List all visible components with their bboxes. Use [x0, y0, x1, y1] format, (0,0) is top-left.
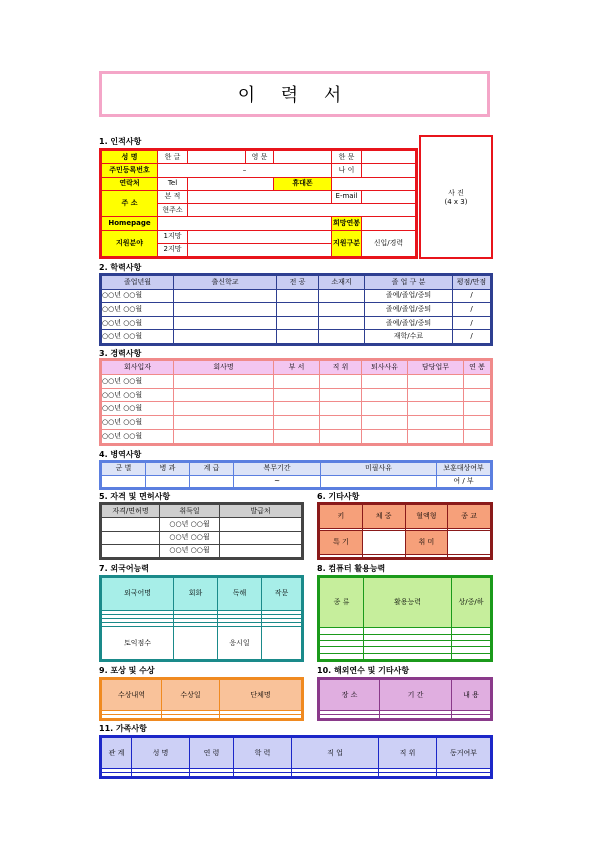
interest-label: 취 미: [405, 531, 448, 555]
license-header: 자격/면허명: [102, 505, 160, 518]
awards-header: 수상일: [162, 680, 220, 711]
edu-header: 졸 업 구 분: [365, 276, 453, 290]
korean-name-field[interactable]: [188, 151, 246, 164]
weight-label: 체 중: [362, 505, 405, 529]
awards-header: 단체명: [220, 680, 302, 711]
section-awards-title: 9. 포상 및 수상: [99, 666, 155, 675]
edu-gpa[interactable]: /: [453, 330, 491, 344]
english-label: 영 문: [246, 151, 274, 164]
table-row: [102, 289, 491, 303]
career-date[interactable]: ○○년 ○○월: [102, 416, 174, 430]
religion-label: 종 교: [448, 505, 491, 529]
section-computer-title: 8. 컴퓨터 활용능력: [317, 564, 386, 573]
tel-field[interactable]: [188, 177, 274, 190]
blood-label: 혈액형: [405, 505, 448, 529]
career-date[interactable]: ○○년 ○○월: [102, 388, 174, 402]
table-row: [320, 653, 491, 659]
license-date[interactable]: ○○년 ○○월: [160, 518, 220, 531]
edu-status[interactable]: 졸예/졸업/중퇴: [365, 303, 453, 317]
photo-box[interactable]: [419, 135, 493, 259]
family-header: 직 업: [292, 738, 379, 769]
section-language-title: 7. 외국어능력: [99, 564, 150, 573]
section-personal-title: 1. 인적사항: [99, 137, 142, 146]
family-header: 관 계: [102, 738, 132, 769]
computer-header: 종 류: [320, 578, 364, 628]
language-header: 회화: [174, 578, 218, 611]
name-label: 성 명: [102, 151, 158, 164]
language-header: 독해: [218, 578, 262, 611]
table-row: [102, 430, 491, 444]
table-row: [102, 531, 302, 544]
apply-type-label: 지원구분: [332, 230, 362, 257]
section-military-title: 4. 병역사항: [99, 450, 142, 459]
career-date[interactable]: ○○년 ○○월: [102, 402, 174, 416]
email-field[interactable]: [362, 190, 416, 203]
license-header: 발급처: [220, 505, 302, 518]
career-header: 직 위: [320, 361, 362, 375]
hanja-label: 한 문: [332, 151, 362, 164]
career-header: 회사입자: [102, 361, 174, 375]
computer-header: 상/중/하: [452, 578, 491, 628]
edu-gpa[interactable]: /: [453, 289, 491, 303]
hanja-name-field[interactable]: [362, 151, 416, 164]
section-family-title: 11. 가족사항: [99, 724, 147, 733]
career-table: [99, 358, 493, 446]
mobile-field[interactable]: [332, 177, 416, 190]
training-header: 장 소: [320, 680, 380, 711]
table-row: [102, 544, 302, 557]
family-header: 성 명: [132, 738, 190, 769]
address-label: 주 소: [102, 190, 158, 217]
interest-field[interactable]: [448, 531, 491, 555]
veteran-field[interactable]: 여 / 부: [437, 475, 491, 488]
computer-table: [317, 575, 493, 662]
family-header: 연 령: [190, 738, 234, 769]
edu-gpa[interactable]: /: [453, 303, 491, 317]
training-header: 기 간: [380, 680, 452, 711]
apply-type-value[interactable]: 신입/경력: [362, 230, 416, 257]
table-row: [320, 715, 491, 719]
section-training-title: 10. 해외연수 및 기타사항: [317, 666, 410, 675]
contact-label: 연락처: [102, 177, 158, 190]
language-table: [99, 575, 304, 662]
edu-date[interactable]: ○○년 ○○월: [102, 316, 174, 330]
current-address-label: 현주소: [158, 204, 188, 217]
rrn-label: 주민등록번호: [102, 164, 158, 177]
salary-field[interactable]: [362, 217, 416, 230]
table-row: [102, 773, 491, 777]
family-header: 학 력: [234, 738, 292, 769]
edu-status[interactable]: 졸예/졸업/중퇴: [365, 289, 453, 303]
military-header: 복무기간: [234, 463, 321, 476]
current-address-field[interactable]: [188, 204, 416, 217]
email-label: E-mail: [332, 190, 362, 203]
etc-table: [317, 502, 493, 560]
table-row: [102, 475, 491, 488]
english-name-field[interactable]: [274, 151, 332, 164]
exam-date-field[interactable]: [262, 627, 302, 660]
photo-label: 사 진: [448, 189, 464, 197]
section-education-title: 2. 학력사항: [99, 263, 142, 272]
education-table: [99, 273, 493, 346]
exam-date-label: 응시일: [218, 627, 262, 660]
age-field[interactable]: [362, 164, 416, 177]
table-row: [102, 374, 491, 388]
career-header: 연 봉: [464, 361, 491, 375]
table-row: [320, 555, 491, 558]
family-table: [99, 735, 493, 779]
language-header: 외국어명: [102, 578, 174, 611]
edu-status[interactable]: 재학/수료: [365, 330, 453, 344]
domicile-label: 본 적: [158, 190, 188, 203]
edu-header: 졸업년월: [102, 276, 174, 290]
homepage-field[interactable]: [158, 217, 332, 230]
career-header: 담당업무: [408, 361, 464, 375]
edu-date[interactable]: ○○년 ○○월: [102, 303, 174, 317]
toeic-field[interactable]: [174, 627, 218, 660]
document-title: 이 력 서: [237, 85, 352, 106]
domicile-field[interactable]: [188, 190, 332, 203]
military-table: [99, 460, 493, 490]
table-row: [102, 416, 491, 430]
edu-header: 소재지: [319, 276, 365, 290]
military-header: 군 별: [102, 463, 146, 476]
family-header: 동거여부: [437, 738, 491, 769]
computer-header: 활용능력: [364, 578, 452, 628]
service-period[interactable]: ~: [234, 475, 321, 488]
language-header: 작문: [262, 578, 302, 611]
edu-header: 전 공: [277, 276, 319, 290]
military-header: 미필사유: [321, 463, 437, 476]
edu-status[interactable]: 졸예/졸업/중퇴: [365, 316, 453, 330]
edu-date[interactable]: ○○년 ○○월: [102, 289, 174, 303]
table-row: [102, 316, 491, 330]
table-row: [102, 715, 302, 719]
age-label: 나 이: [332, 164, 362, 177]
training-header: 내 용: [452, 680, 491, 711]
photo-size: (4 x 3): [444, 198, 468, 206]
title-box: [99, 71, 490, 117]
career-date[interactable]: ○○년 ○○월: [102, 430, 174, 444]
table-row: [102, 518, 302, 531]
table-row: [102, 402, 491, 416]
career-date[interactable]: ○○년 ○○월: [102, 374, 174, 388]
license-date[interactable]: ○○년 ○○월: [160, 544, 220, 557]
awards-table: [99, 677, 304, 721]
table-row: [102, 330, 491, 344]
field-label: 지원분야: [102, 230, 158, 257]
special-field[interactable]: [362, 531, 405, 555]
table-row: [102, 388, 491, 402]
rrn-field[interactable]: –: [158, 164, 332, 177]
family-header: 직 위: [379, 738, 437, 769]
korean-label: 한 글: [158, 151, 188, 164]
edu-date[interactable]: ○○년 ○○월: [102, 330, 174, 344]
training-table: [317, 677, 493, 721]
section-license-title: 5. 자격 및 면허사항: [99, 492, 171, 501]
edu-gpa[interactable]: /: [453, 316, 491, 330]
edu-header: 평점/만점: [453, 276, 491, 290]
career-header: 부 서: [274, 361, 320, 375]
awards-header: 수상내역: [102, 680, 162, 711]
mobile-label: 휴대폰: [274, 177, 332, 190]
choice1-field[interactable]: [188, 230, 332, 243]
career-header: 퇴사사유: [362, 361, 408, 375]
tel-label: Tel: [158, 177, 188, 190]
career-header: 회사명: [174, 361, 274, 375]
choice2-field[interactable]: [188, 243, 332, 256]
special-label: 특 기: [320, 531, 363, 555]
military-header: 병 과: [146, 463, 190, 476]
license-date[interactable]: ○○년 ○○월: [160, 531, 220, 544]
edu-header: 출신학교: [174, 276, 277, 290]
personal-table: [99, 148, 418, 259]
military-header: 계 급: [190, 463, 234, 476]
homepage-label: Homepage: [102, 217, 158, 230]
table-row: [102, 303, 491, 317]
license-table: [99, 502, 304, 560]
section-career-title: 3. 경력사항: [99, 349, 142, 358]
height-label: 키: [320, 505, 363, 529]
toeic-label: 토익점수: [102, 627, 174, 660]
choice1-label: 1지망: [158, 230, 188, 243]
section-etc-title: 6. 기타사항: [317, 492, 360, 501]
choice2-label: 2지망: [158, 243, 188, 256]
military-header: 보훈대상여부: [437, 463, 491, 476]
license-header: 취득일: [160, 505, 220, 518]
salary-label: 희망연봉: [332, 217, 362, 230]
